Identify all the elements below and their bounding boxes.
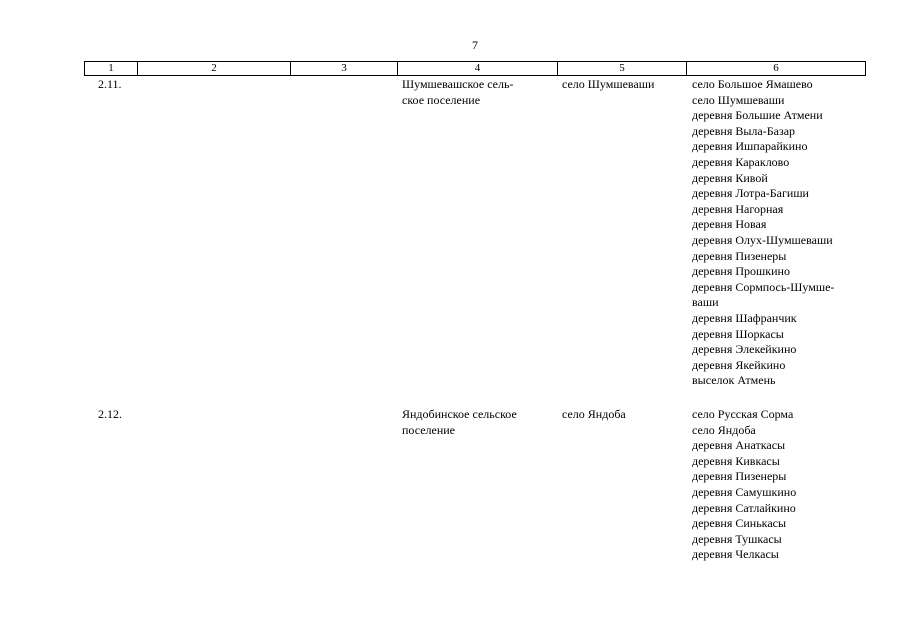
row-number: 2.12. xyxy=(98,407,122,421)
list-item: деревня Прошкино xyxy=(692,264,790,279)
list-item: ваши xyxy=(692,295,719,310)
column-header-5: 5 xyxy=(558,62,687,76)
list-item: деревня Челкасы xyxy=(692,547,779,562)
list-item: деревня Анаткасы xyxy=(692,438,786,453)
page-number: 7 xyxy=(472,38,478,52)
list-item: деревня Пизенеры xyxy=(692,248,787,263)
list-item: деревня Шоркасы xyxy=(692,326,784,341)
list-item: деревня Сормпось-Шумше- xyxy=(692,279,835,294)
list-item: деревня Тушкасы xyxy=(692,531,782,546)
list-item: деревня Сатлайкино xyxy=(692,500,796,515)
list-item: деревня Новая xyxy=(692,217,767,232)
settlement-name-line: ское поселение xyxy=(402,92,481,107)
settlement-name-line: поселение xyxy=(402,422,456,437)
list-item: деревня Синькасы xyxy=(692,516,787,531)
list-item: деревня Шафранчик xyxy=(692,310,797,325)
administrative-center: село Шумшеваши xyxy=(562,77,655,91)
list-item: выселок Атмень xyxy=(692,373,776,388)
list-item: деревня Ишпарайкино xyxy=(692,139,808,154)
column-number-header xyxy=(84,61,866,76)
column-header-3: 3 xyxy=(291,62,398,76)
list-item: деревня Элекейкино xyxy=(692,342,797,357)
row-number: 2.11. xyxy=(98,77,122,91)
list-item: деревня Кивой xyxy=(692,170,768,185)
list-item: деревня Выла-Базар xyxy=(692,123,796,138)
settlement-list xyxy=(692,77,834,389)
settlement-name xyxy=(402,77,513,108)
column-header-2: 2 xyxy=(138,62,291,76)
settlement-list xyxy=(692,407,796,563)
column-header-6: 6 xyxy=(687,62,866,76)
list-item: деревня Олух-Шумшеваши xyxy=(692,232,833,247)
list-item: село Русская Сорма xyxy=(692,407,794,421)
list-item: деревня Пизенеры xyxy=(692,469,787,484)
administrative-center: село Яндоба xyxy=(562,407,626,421)
settlement-name-line: Шумшевашское сель- xyxy=(402,77,514,91)
column-header-4: 4 xyxy=(398,62,558,76)
list-item: деревня Кивкасы xyxy=(692,453,780,468)
list-item: деревня Лотра-Багиши xyxy=(692,186,809,201)
list-item: село Яндоба xyxy=(692,422,756,437)
list-item: деревня Самушкино xyxy=(692,484,797,499)
column-header-1: 1 xyxy=(85,62,138,76)
settlement-name-line: Яндобинское сельское xyxy=(402,407,517,421)
list-item: деревня Нагорная xyxy=(692,201,784,216)
list-item: деревня Караклово xyxy=(692,154,790,169)
list-item: деревня Якейкино xyxy=(692,357,786,372)
list-item: село Большое Ямашево xyxy=(692,77,813,91)
list-item: село Шумшеваши xyxy=(692,92,785,107)
list-item: деревня Большие Атмени xyxy=(692,108,823,123)
settlement-name xyxy=(402,407,517,438)
